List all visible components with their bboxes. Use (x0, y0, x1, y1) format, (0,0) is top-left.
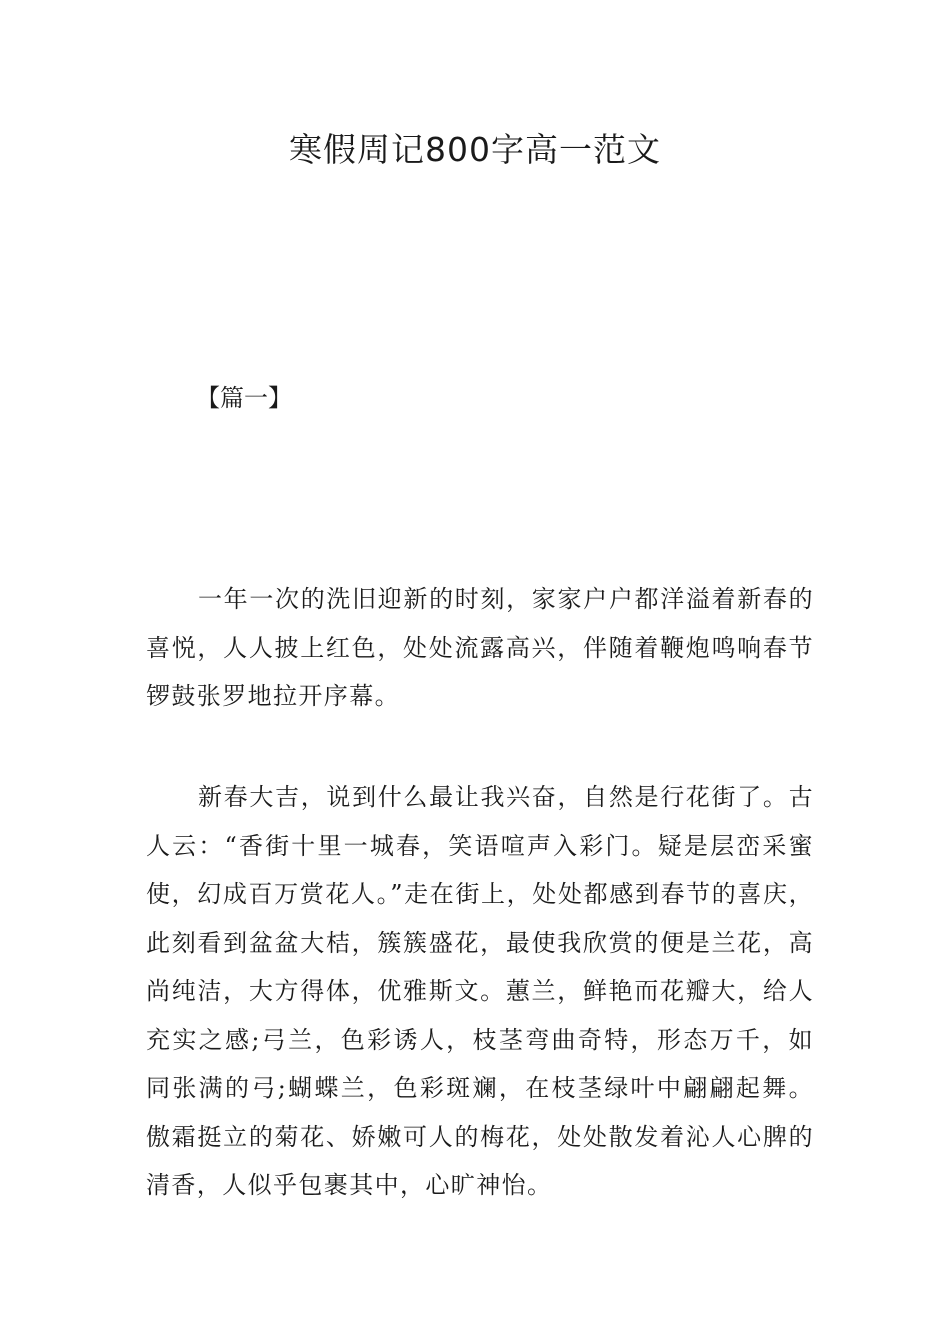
document-title: 寒假周记800字高一范文 (289, 130, 661, 169)
body-paragraph: 新春大吉，说到什么最让我兴奋，自然是行花街了。古人云：“香街十里一城春，笑语喧声入彩门。疑是层峦采蜜使，幻成百万赏花人。”走在街上，处处都感到春节的喜庆，此刻看到盆盆大桔，簇簇盛花，最使我欣赏的便是兰花，高尚纯洁，大方得体，优雅斯文。蕙兰，鲜艳而花瓣大，给人充实之感;弓兰，色彩诱人，枝茎弯曲奇特，形态万千，如同张满的弓;蝴蝶兰，色彩斑斓，在枝茎绿叶中翩翩起舞。傲霜挺立的菊花、娇嫩可人的梅花，处处散发着沁人心脾的清香，人似乎包裹其中，心旷神怡。 (146, 783, 814, 1199)
section-heading: 【篇一】 (196, 384, 292, 412)
body-paragraph: 一年一次的洗旧迎新的时刻，家家户户都洋溢着新春的喜悦，人人披上红色，处处流露高兴，伴随着鞭炮鸣响春节锣鼓张罗地拉开序幕。 (146, 585, 814, 710)
